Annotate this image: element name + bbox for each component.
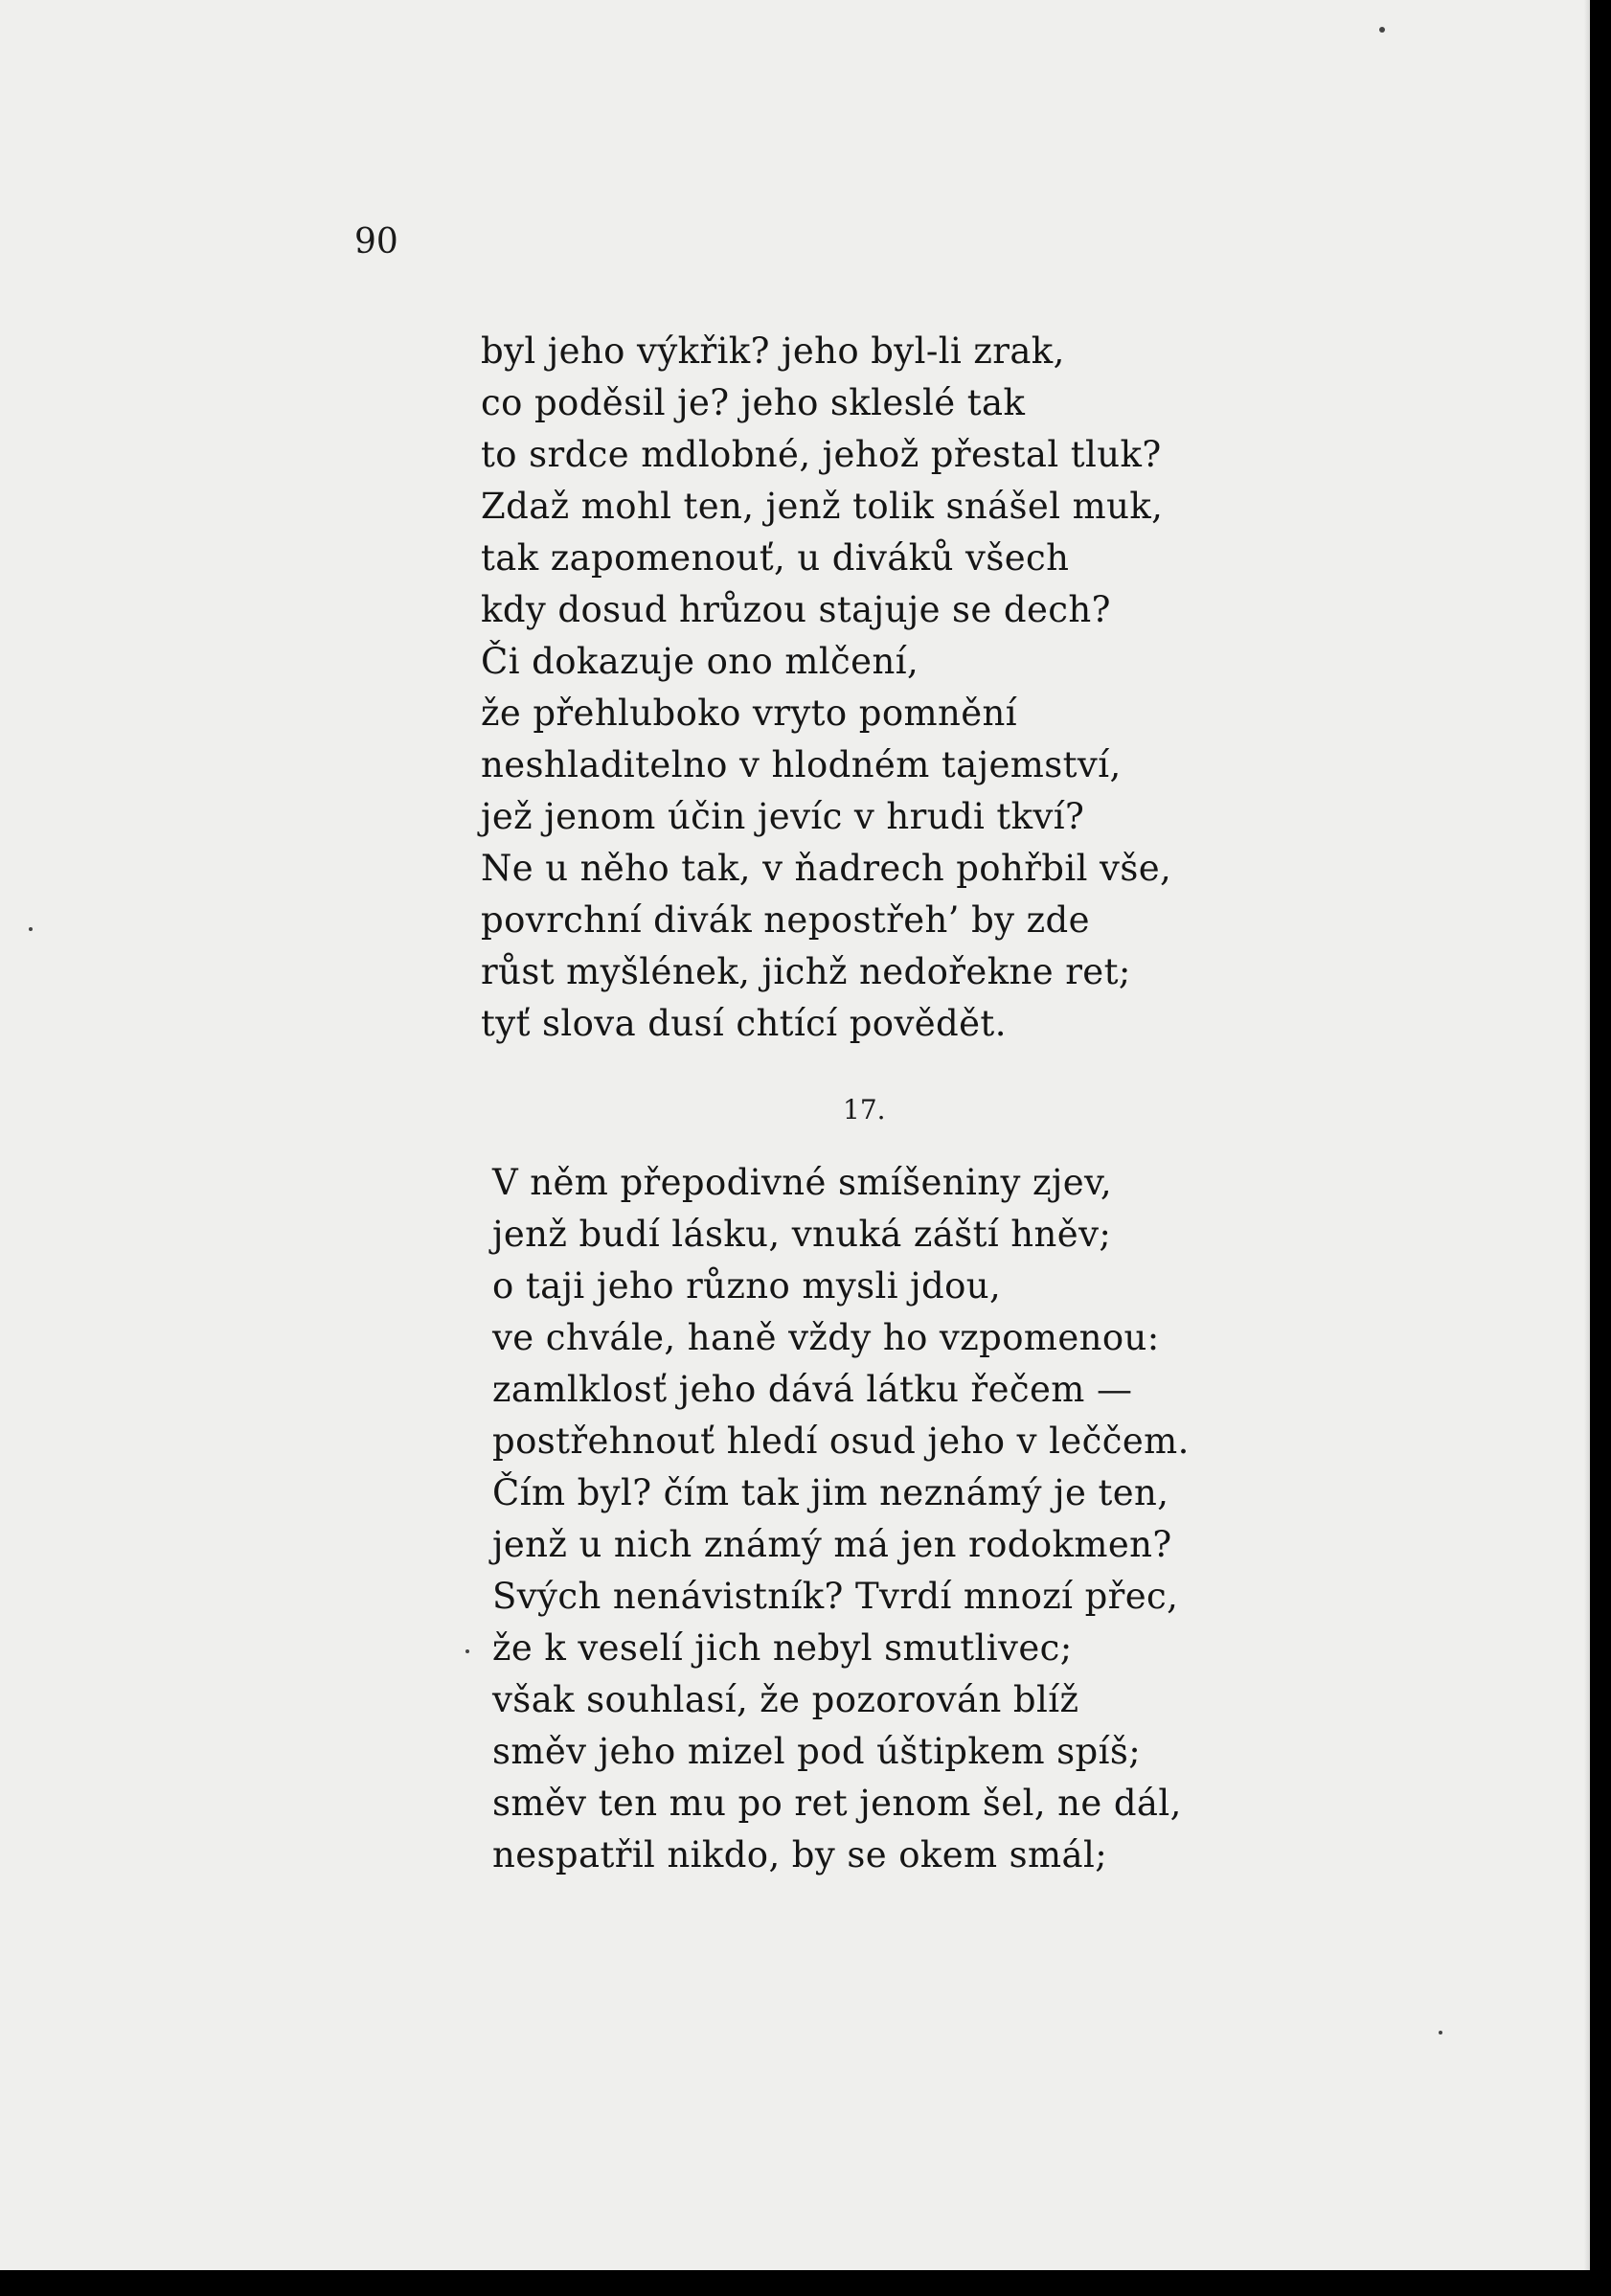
verse-line: Či dokazuje ono mlčení, [481,641,919,682]
verse-line: ve chvále, haně vždy ho vzpomenou: [492,1317,1160,1358]
verse-line: to srdce mdlobné, jehož přestal tluk? [481,434,1162,475]
stanza-number: 17. [843,1094,886,1125]
verse-line: že k veselí jich nebyl smutlivec; [492,1627,1073,1669]
stanza-16-continued [481,326,1171,1050]
verse-line: však souhlasí, že pozorován blíž [492,1679,1079,1720]
paper-speck [29,927,33,931]
verse-line: nespatřil nikdo, by se okem smál; [492,1834,1108,1875]
verse-line: povrchní divák nepostřeh’ by zde [481,899,1090,941]
verse-line: postřehnouť hledí osud jeho v leččem. [492,1421,1190,1462]
verse-line: Svých nenávistník? Tvrdí mnozí přec, [492,1576,1179,1617]
verse-line: Zdaž mohl ten, jenž tolik snášel muk, [481,486,1164,527]
verse-line: byl jeho výkřik? jeho byl-li zrak, [481,330,1065,372]
verse-line: jenž budí lásku, vnuká záští hněv; [492,1214,1112,1255]
verse-line: směv jeho mizel pod úštipkem spíš; [492,1731,1142,1772]
page-edge-shadow [1584,0,1590,2270]
stanza-17 [492,1157,1190,1881]
verse-line: tyť slova dusí chtící povědět. [481,1003,1007,1044]
verse-line: směv ten mu po ret jenom šel, ne dál, [492,1783,1182,1824]
paper-speck [1439,2031,1442,2035]
verse-line: Čím byl? čím tak jim neznámý je ten, [492,1472,1169,1513]
verse-line: růst myšlének, jichž nedořekne ret; [481,951,1131,992]
verse-line: kdy dosud hrůzou stajuje se dech? [481,589,1111,630]
verse-line: tak zapomenouť, u diváků všech [481,537,1070,579]
verse-line: neshladitelno v hlodném tajemství, [481,744,1122,785]
verse-line: zamlklosť jeho dává látku řečem — [492,1369,1133,1410]
verse-line: jež jenom účin jevíc v hrudi tkví? [481,796,1085,837]
verse-line: že přehluboko vryto pomnění [481,693,1017,734]
verse-line: co poděsil je? jeho skleslé tak [481,382,1026,423]
verse-line: V něm přepodivné smíšeniny zjev, [492,1162,1113,1203]
page-number: 90 [354,222,398,261]
verse-line: o taji jeho různo mysli jdou, [492,1265,1002,1307]
paper-speck [1379,27,1385,33]
verse-line: jenž u nich známý má jen rodokmen? [492,1524,1172,1565]
paper-speck [465,1649,469,1653]
verse-line: Ne u něho tak, v ňadrech pohřbil vše, [481,848,1172,889]
